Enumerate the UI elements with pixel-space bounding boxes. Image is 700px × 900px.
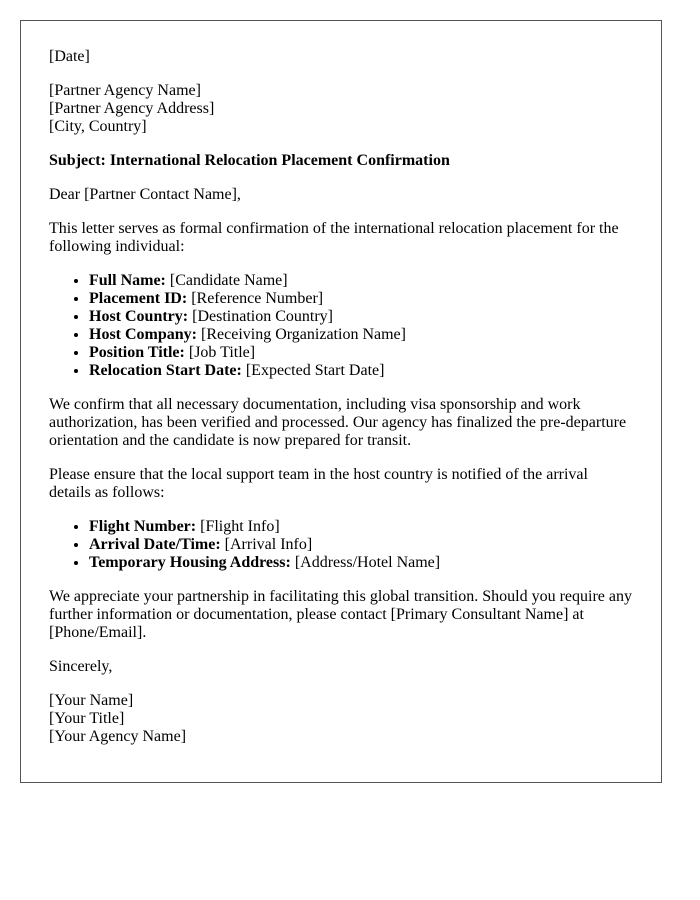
list-item [89, 308, 633, 326]
signer-name: [Your Name] [49, 692, 134, 709]
salutation: Dear [Partner Contact Name], [49, 186, 241, 203]
item-label: Temporary Housing Address: [89, 554, 291, 571]
item-value: [Reference Number] [187, 290, 324, 307]
recipient-name: [Partner Agency Name] [49, 82, 201, 99]
item-value: [Address/Hotel Name] [290, 554, 441, 571]
signature-block [49, 692, 633, 746]
letter [20, 20, 662, 783]
closing-paragraph: We appreciate your partnership in facilitating this global transition. Should you require any further information or documentation, please contact [Primary Consultant Name] at [Phone/Email]. [49, 588, 632, 641]
item-value: [Destination Country] [188, 308, 333, 325]
list-item [89, 344, 633, 362]
item-value: [Candidate Name] [165, 272, 288, 289]
list-item [89, 518, 633, 536]
date: [Date] [49, 48, 90, 65]
item-label: Arrival Date/Time: [89, 536, 221, 553]
item-label: Position Title: [89, 344, 185, 361]
item-value: [Receiving Organization Name] [197, 326, 406, 343]
item-label: Placement ID: [89, 290, 188, 307]
item-label: Flight Number: [89, 518, 197, 535]
item-value: [Flight Info] [196, 518, 280, 535]
list-item [89, 290, 633, 308]
confirmation-paragraph: We confirm that all necessary documentation, including visa sponsorship and work authorization, has been verified and processed. Our agency has finalized the pre-departure orientation and the candidate is now prepared for transit. [49, 396, 627, 449]
placement-details-list [49, 272, 633, 380]
intro-paragraph: This letter serves as formal confirmation of the international relocation placement for the following individual: [49, 220, 619, 255]
list-item [89, 272, 633, 290]
list-item [89, 536, 633, 554]
item-value: [Arrival Info] [220, 536, 313, 553]
recipient-address [49, 82, 633, 136]
arrival-intro-paragraph: Please ensure that the local support team in the host country is notified of the arrival details as follows: [49, 466, 588, 501]
recipient-city: [City, Country] [49, 118, 147, 135]
item-value: [Expected Start Date] [241, 362, 385, 379]
item-label: Full Name: [89, 272, 166, 289]
signer-title: [Your Title] [49, 710, 125, 727]
recipient-street: [Partner Agency Address] [49, 100, 215, 117]
subject-text: Subject: International Relocation Placement Confirmation [49, 152, 450, 169]
item-value: [Job Title] [184, 344, 256, 361]
closing: Sincerely, [49, 658, 113, 675]
list-item [89, 326, 633, 344]
item-label: Host Country: [89, 308, 189, 325]
signer-agency: [Your Agency Name] [49, 728, 187, 745]
item-label: Relocation Start Date: [89, 362, 242, 379]
arrival-details-list [49, 518, 633, 572]
list-item [89, 362, 633, 380]
subject [49, 152, 633, 170]
item-label: Host Company: [89, 326, 198, 343]
list-item [89, 554, 633, 572]
